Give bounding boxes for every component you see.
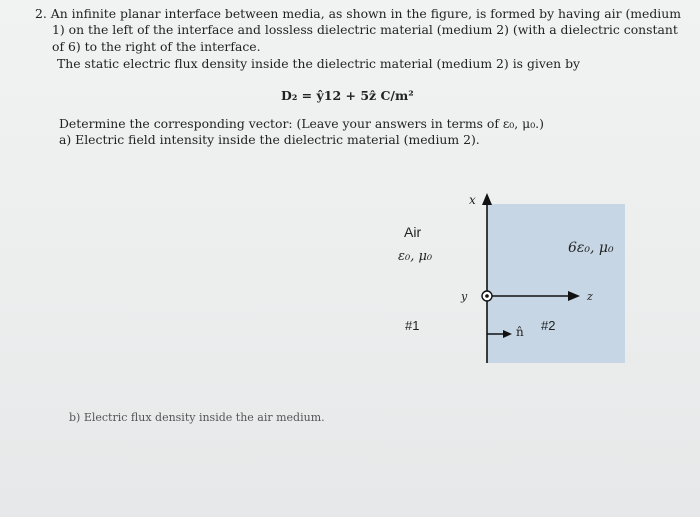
medium-1-number: #1 <box>405 318 420 333</box>
problem-line-1: 2. An infinite planar interface between media, as shown in the figure, is formed by having air (medium <box>35 6 681 21</box>
x-axis-arrow-icon <box>482 193 492 205</box>
normal-label: n̂ <box>516 325 524 339</box>
part-b-question: b) Electric flux density inside the air medium. <box>69 411 325 424</box>
z-axis-label: z <box>587 290 593 303</box>
y-axis-label: y <box>461 290 468 303</box>
problem-line-4: The static electric flux density inside the dielectric material (medium 2) is given by <box>57 56 581 71</box>
x-axis-label: x <box>469 193 476 207</box>
part-a-question: a) Electric field intensity inside the dielectric material (medium 2). <box>59 132 480 147</box>
medium-1-name: Air <box>404 224 422 240</box>
medium-2-params: 6ε₀, μ₀ <box>568 240 614 256</box>
problem-line-2: 1) on the left of the interface and lossless dielectric material (medium 2) (with a dielectric constant <box>52 22 678 37</box>
medium-1-params: ε₀, μ₀ <box>398 249 433 264</box>
medium-2-region <box>487 204 625 363</box>
problem-line-3: of 6) to the right of the interface. <box>52 39 261 54</box>
problem-line-5: Determine the corresponding vector: (Leave your answers in terms of ε₀, μ₀.) <box>59 116 544 131</box>
medium-2-number: #2 <box>541 318 556 333</box>
flux-density-equation: D₂ = ŷ12 + 5ẑ C/m² <box>281 88 414 103</box>
